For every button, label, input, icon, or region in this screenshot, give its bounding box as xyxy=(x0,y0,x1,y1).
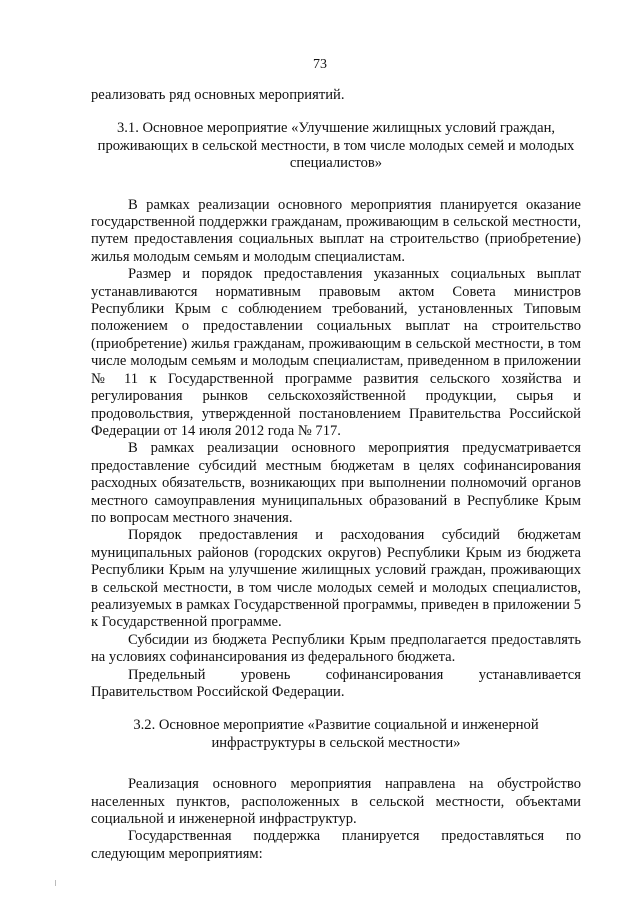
paragraph: Субсидии из бюджета Республики Крым предполагается предоставлять на условиях софинансирования из федерального бюджета. xyxy=(91,631,581,666)
paragraph: Государственная поддержка планируется предоставляться по следующим мероприятиям: xyxy=(91,828,581,862)
document-body xyxy=(91,87,581,863)
paragraph: Размер и порядок предоставления указанных социальных выплат устанавливаются нормативным правовым актом Совета министров Республики Крым с соблюдением требований, установленных Типовым положением о предоставлении социальных выплат на строительство (приобретение) жилья гражданам, проживающим в сельской местности, в том числе молодым семьям и молодым специалистам, приведенном в приложении № 11 к Государственной программе развития сельского хозяйства и регулирования рынков сельскохозяйственной продукции, сырья и продовольствия, утвержденной постановлением Правительства Российской Федерации от 14 июля 2012 года № 717. xyxy=(91,266,581,439)
section-heading-3-2: 3.2. Основное мероприятие «Развитие социальной и инженерной инфраструктуры в сельской местности» xyxy=(133,717,539,751)
scan-edge-mark xyxy=(55,880,56,886)
intro-line: реализовать ряд основных мероприятий. xyxy=(91,87,345,103)
paragraph: В рамках реализации основного мероприятия предусматривается предоставление субсидий местным бюджетам в целях софинансирования расходных обязательств, возникающих при выполнении полномочий органов местного самоуправления муниципальных образований в Республике Крым по вопросам местного значения. xyxy=(91,440,581,526)
paragraph: Реализация основного мероприятия направлена на обустройство населенных пунктов, расположенных в сельской местности, объектами социальной и инженерной инфраструктур. xyxy=(91,776,581,828)
paragraph: Порядок предоставления и расходования субсидий бюджетам муниципальных районов (городских округов) Республики Крым из бюджета Республики Крым на улучшение жилищных условий граждан, проживающих в сельской местности, в том числе молодых семей и молодых специалистов, реализуемых в рамках Государственной программы, приведен в приложении 5 к Государственной программе. xyxy=(91,527,581,631)
page-number: 73 xyxy=(313,57,327,72)
section-heading-3-1: 3.1. Основное мероприятие «Улучшение жилищных условий граждан, проживающих в сельской местности, в том числе молодых семей и молодых специалистов» xyxy=(97,120,575,172)
paragraph: В рамках реализации основного мероприятия планируется оказание государственной поддержки гражданам, проживающим в сельской местности, путем предоставления социальных выплат на строительство (приобретение) жилья молодым семьям и молодым специалистам. xyxy=(91,196,581,265)
paragraph: Предельный уровень софинансирования устанавливается Правительством Российской Федерации. xyxy=(91,666,581,700)
